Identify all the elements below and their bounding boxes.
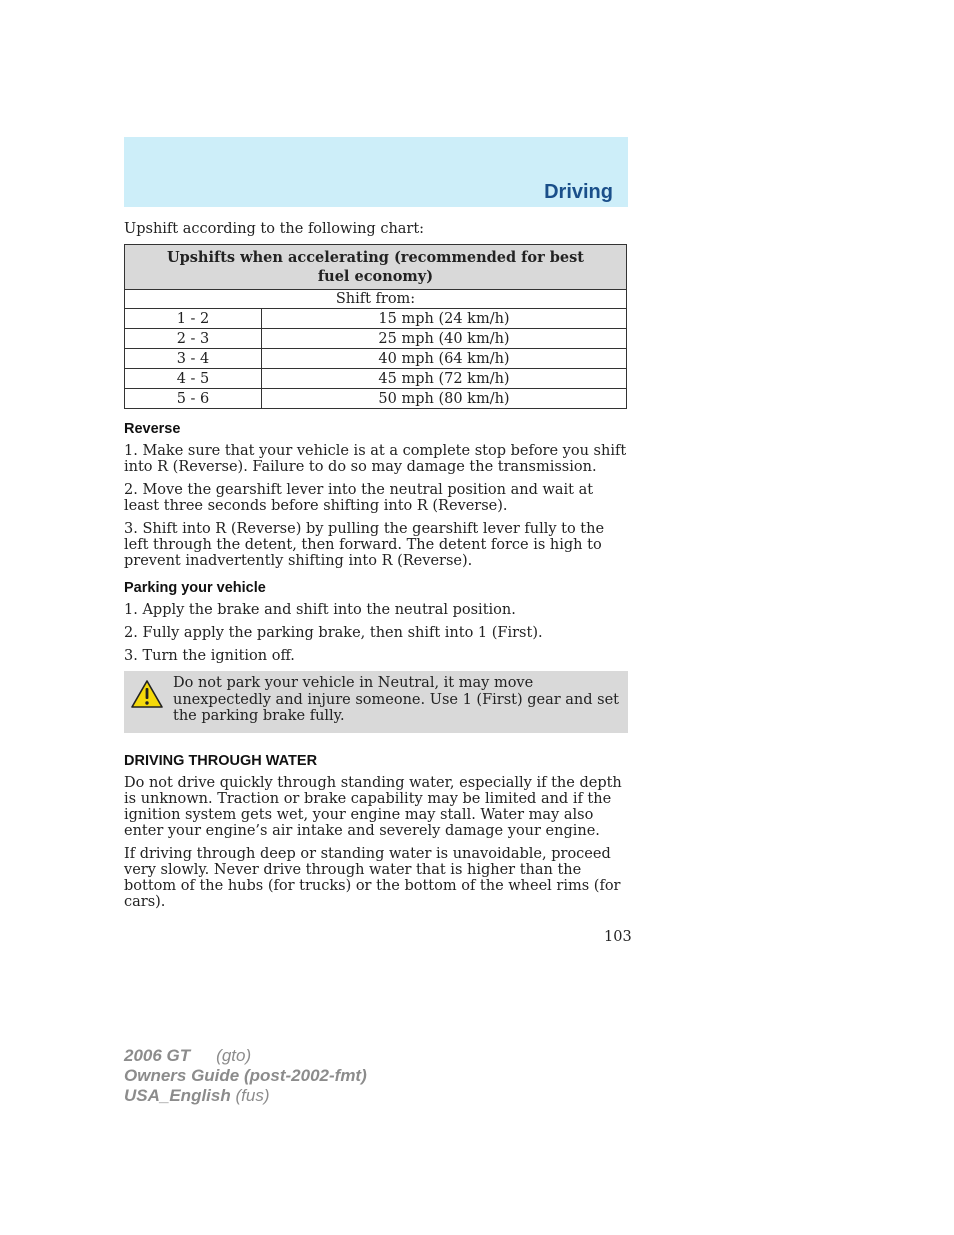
table-title: Upshifts when accelerating (recommended for best fuel economy) (125, 245, 627, 290)
reverse-step: 1. Make sure that your vehicle is at a complete stop before you shift into R (Reverse). Failure to do so may damage the transmission. (124, 443, 627, 475)
page-number: 103 (604, 929, 632, 945)
water-paragraph: Do not drive quickly through standing water, especially if the depth is unknown. Traction or brake capability may be limited and if the ignition system gets wet, your engine may stall. Water may also enter your engine’s air intake and severely damage your engine. (124, 774, 622, 839)
parking-heading: Parking your vehicle (124, 580, 266, 596)
footer-language-code: (fus) (235, 1086, 270, 1105)
speed-cell: 45 mph (72 km/h) (262, 369, 627, 389)
speed-cell: 25 mph (40 km/h) (262, 329, 627, 349)
water-paragraph: If driving through deep or standing water is unavoidable, proceed very slowly. Never drive through water that is higher than the bottom of the hubs (for trucks) or the bottom of the wheel rims (for cars). (124, 845, 621, 910)
reverse-step: 3. Shift into R (Reverse) by pulling the gearshift lever fully to the left through the detent, then forward. The detent force is high to prevent inadvertently shifting into R (Reverse). (124, 521, 605, 569)
table-row (125, 369, 627, 389)
speed-cell: 40 mph (64 km/h) (262, 349, 627, 369)
document-footer (124, 1046, 367, 1106)
warning-box (124, 671, 628, 733)
footer-model: 2006 GT (124, 1046, 191, 1065)
gear-cell: 5 - 6 (125, 389, 262, 409)
table-row (125, 349, 627, 369)
warning-text: Do not park your vehicle in Neutral, it may move unexpectedly and injure someone. Use 1 (First) gear and set the parking brake fully. (173, 675, 620, 724)
speed-cell: 50 mph (80 km/h) (262, 389, 627, 409)
table-row (125, 389, 627, 409)
table-subheader: Shift from: (125, 290, 627, 309)
parking-step: 1. Apply the brake and shift into the neutral position. (124, 602, 516, 618)
footer-guide: Owners Guide (post-2002-fmt) (124, 1066, 367, 1085)
table-row (125, 329, 627, 349)
footer-language: USA_English (124, 1086, 231, 1105)
water-heading: DRIVING THROUGH WATER (124, 752, 318, 769)
gear-cell: 4 - 5 (125, 369, 262, 389)
page-content (124, 221, 628, 917)
section-title: Driving (544, 181, 613, 203)
footer-model-code: (gto) (216, 1046, 252, 1065)
intro-text: Upshift according to the following chart: (124, 221, 425, 237)
reverse-step: 2. Move the gearshift lever into the neutral position and wait at least three seconds before shifting into R (Reverse). (124, 482, 594, 514)
gear-cell: 1 - 2 (125, 309, 262, 329)
warning-triangle-icon (130, 679, 164, 709)
upshift-table (124, 244, 627, 409)
gear-cell: 2 - 3 (125, 329, 262, 349)
parking-step: 3. Turn the ignition off. (124, 648, 295, 664)
parking-step: 2. Fully apply the parking brake, then shift into 1 (First). (124, 625, 543, 641)
gear-cell: 3 - 4 (125, 349, 262, 369)
speed-cell: 15 mph (24 km/h) (262, 309, 627, 329)
reverse-heading: Reverse (124, 421, 181, 437)
section-header (124, 137, 628, 207)
table-row (125, 309, 627, 329)
